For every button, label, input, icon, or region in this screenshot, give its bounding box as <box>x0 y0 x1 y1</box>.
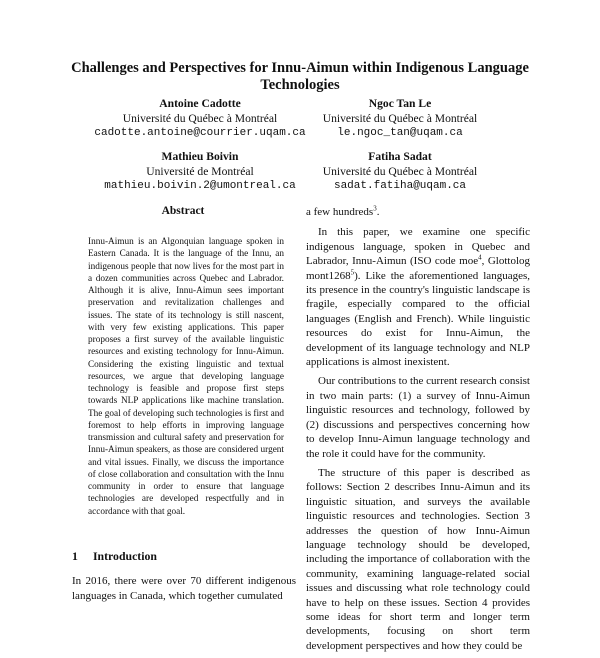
footnote-mark: 3 <box>373 204 377 213</box>
section-title: Introduction <box>92 549 157 563</box>
paper-title <box>60 60 540 94</box>
author-affiliation: Université du Québec à Montréal <box>122 111 278 125</box>
paragraph-text-part: ). Like the aforementioned languages, its presence in the country's linguistic landscape is fragile, especially compared to the official languages (English and French). While linguistic resources do exist for Innu-Aimun, the development of its language technology and NLP applications is almost inexistent. <box>306 269 530 369</box>
abstract-text: Innu-Aimun is an Algonquian language spoken in Eastern Canada. It is the language of the Innu, an indigenous people that now lives for the most part in a dozen communities across Quebec and Labrador. Although it is alive, Innu-Aimun sees important preservation and revitalization challenges and issues. The state of its technology is still nascent, with very few existing applications. This paper proposes a first survey of the available linguistic resources and existing technology for Innu-Aimun. Considering the existing linguistic and textual resources, we argue that developing language technology is feasible and propose first steps towards NLP applications like machine translation. The goal of developing such technologies is first and foremost to help efforts in improving language transmission and cultural safety and preservation for Innu-Aimun speakers, as those are considered urgent and vital issues. Finally, we discuss the importance of close collaboration and consultation with the Innu community in order to ensure that language technologies are developed respectfully and in accordance with that goal. <box>88 237 284 517</box>
author-name: Fatiha Sadat <box>368 150 432 163</box>
paragraph-language <box>306 225 530 369</box>
footnote-mark: 4 <box>478 253 482 262</box>
author-email: le.ngoc_tan@uqam.ca <box>337 127 463 139</box>
paragraph-continuation <box>306 205 530 219</box>
author-email: sadat.fatiha@uqam.ca <box>333 180 467 192</box>
section-heading-introduction <box>72 549 157 564</box>
introduction-text: In 2016, there were over 70 different indigenous languages in Canada, which together cumulated <box>72 575 296 602</box>
paragraph-contributions: Our contributions to the current research consist in two main parts: (1) a survey of Innu-Aimun linguistic resources and technology, followed by (2) discussions and perspectives concerning how to develop Innu-Aimun language technology and the role it could have for the community. <box>306 375 530 460</box>
paragraph-structure: The structure of this paper is described as follows: Section 2 describes Innu-Aimun and its linguistic situation, and surveys the available linguistic resources and technologies. Section 3 addresses the question of how Innu-Aimun language technology should be developed, including the importance of collaboration with the community, examining language-related social issues and discussing what role technology could have to help on these issues. Section 4 provides some ideas for short term and longer term developments, focusing on short term development perspectives and how they could be <box>306 466 530 652</box>
author-email: cadotte.antoine@courrier.uqam.ca <box>94 127 306 139</box>
abstract-heading: Abstract <box>161 205 205 217</box>
paragraph-text-part: , Glottolog mont1268 <box>306 255 531 282</box>
author-block-4 <box>270 150 530 194</box>
continuation-text: a few hundreds <box>306 206 374 218</box>
author-name: Ngoc Tan Le <box>368 97 432 110</box>
paper-title-line-2: Technologies <box>260 77 340 93</box>
continuation-end: . <box>376 206 380 218</box>
author-block-2 <box>270 97 530 141</box>
author-affiliation: Université de Montréal <box>146 164 254 178</box>
section-number: 1 <box>72 549 78 563</box>
author-affiliation: Université du Québec à Montréal <box>322 164 478 178</box>
footnote-mark: 5 <box>350 267 355 276</box>
paragraph-text-part: In this paper, we examine one specific indigenous language, spoken in Quebec and Labrador, Innu-Aimun (ISO code moe <box>306 226 530 268</box>
author-email: mathieu.boivin.2@umontreal.ca <box>104 180 296 192</box>
author-name: Mathieu Boivin <box>161 150 239 163</box>
author-affiliation: Université du Québec à Montréal <box>322 111 478 125</box>
right-column <box>306 205 530 658</box>
author-name: Antoine Cadotte <box>159 97 241 110</box>
paper-title-line-1: Challenges and Perspectives for Innu-Aimun within Indigenous Language <box>71 60 529 76</box>
